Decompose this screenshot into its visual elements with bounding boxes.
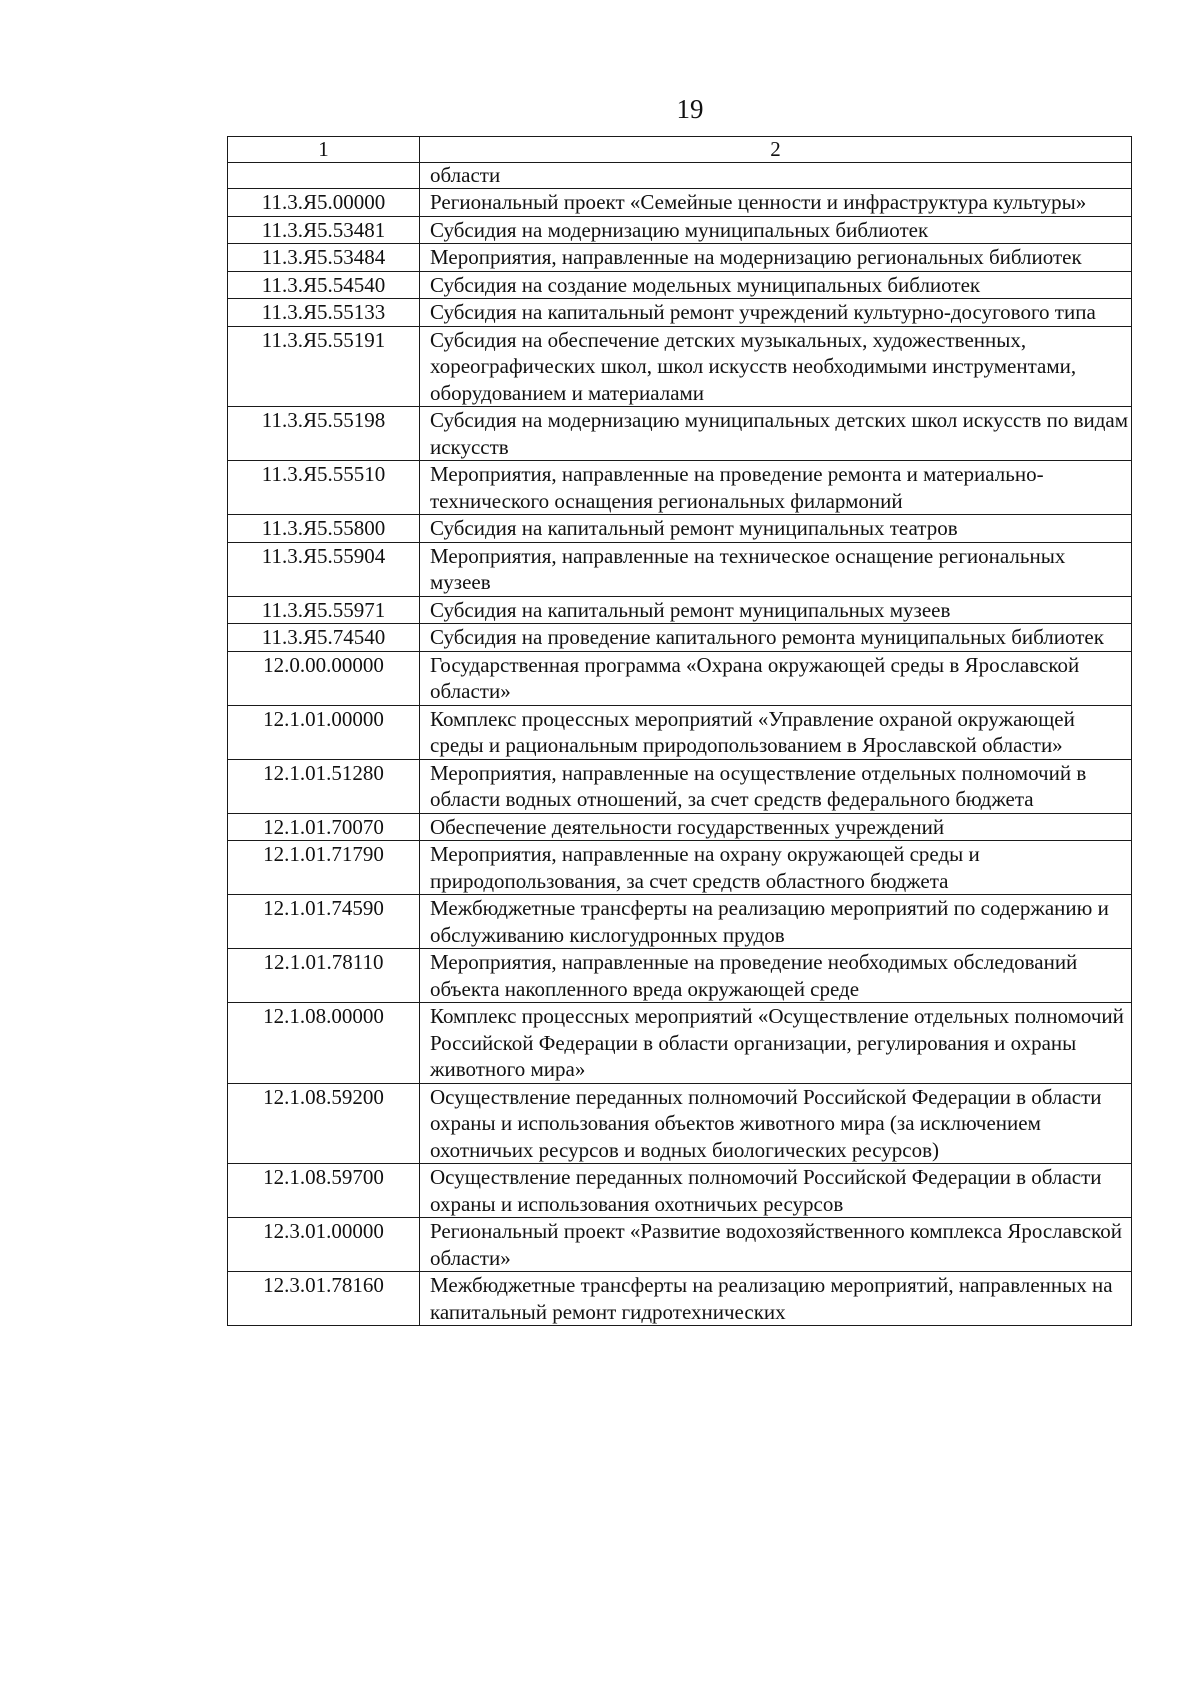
row-description-cell: Комплекс процессных мероприятий «Управление охраной окружающей среды и рациональным природопользованием в Ярославской области» <box>420 705 1132 759</box>
table-row <box>228 515 1132 543</box>
row-code-cell: 11.3.Я5.55800 <box>228 515 420 543</box>
row-code-cell: 11.3.Я5.55510 <box>228 461 420 515</box>
row-code-cell: 12.3.01.78160 <box>228 1272 420 1326</box>
row-description-cell: Субсидия на модернизацию муниципальных детских школ искусств по видам искусств <box>420 407 1132 461</box>
table-row <box>228 895 1132 949</box>
row-code-cell: 11.3.Я5.00000 <box>228 189 420 217</box>
row-code-cell: 12.1.01.00000 <box>228 705 420 759</box>
table-row <box>228 407 1132 461</box>
row-code-cell: 11.3.Я5.54540 <box>228 271 420 299</box>
row-description-cell: Осуществление переданных полномочий Российской Федерации в области охраны и использования охотничьих ресурсов <box>420 1164 1132 1218</box>
table-row <box>228 1164 1132 1218</box>
table-row <box>228 271 1132 299</box>
row-description-cell: Субсидия на капитальный ремонт учреждений культурно-досугового типа <box>420 299 1132 327</box>
budget-classification-table <box>227 136 1132 1326</box>
table-row <box>228 189 1132 217</box>
table-row <box>228 841 1132 895</box>
page-number: 19 <box>676 94 704 124</box>
row-code-cell: 12.1.01.74590 <box>228 895 420 949</box>
row-code-cell: 12.1.01.51280 <box>228 759 420 813</box>
row-code-cell: 11.3.Я5.53484 <box>228 244 420 272</box>
row-code-cell: 11.3.Я5.55904 <box>228 542 420 596</box>
row-code-cell: 12.1.08.59700 <box>228 1164 420 1218</box>
row-code-cell: 12.1.01.70070 <box>228 813 420 841</box>
table-row <box>228 624 1132 652</box>
column-header-1: 1 <box>228 137 420 163</box>
row-code-cell: 12.0.00.00000 <box>228 651 420 705</box>
row-description-cell: Субсидия на капитальный ремонт муниципальных театров <box>420 515 1132 543</box>
table-row <box>228 759 1132 813</box>
table-row <box>228 1272 1132 1326</box>
row-description-cell: Межбюджетные трансферты на реализацию мероприятий по содержанию и обслуживанию кислогудронных прудов <box>420 895 1132 949</box>
table-row <box>228 813 1132 841</box>
row-description-cell: Региональный проект «Развитие водохозяйственного комплекса Ярославской области» <box>420 1218 1132 1272</box>
row-code-cell: 11.3.Я5.74540 <box>228 624 420 652</box>
table-header-row <box>228 137 1132 163</box>
row-code-cell: 12.1.01.71790 <box>228 841 420 895</box>
table-row <box>228 244 1132 272</box>
row-code-cell: 11.3.Я5.55198 <box>228 407 420 461</box>
column-header-2: 2 <box>420 137 1132 163</box>
table-body <box>228 163 1132 1326</box>
row-description-cell: Государственная программа «Охрана окружающей среды в Ярославской области» <box>420 651 1132 705</box>
table-row <box>228 542 1132 596</box>
row-code-cell: 12.3.01.00000 <box>228 1218 420 1272</box>
row-description-cell: Мероприятия, направленные на проведение ремонта и материально-технического оснащения региональных филармоний <box>420 461 1132 515</box>
row-code-cell: 11.3.Я5.55191 <box>228 326 420 407</box>
row-code-cell: 12.1.08.00000 <box>228 1003 420 1084</box>
table-row <box>228 326 1132 407</box>
row-description-cell: Субсидия на обеспечение детских музыкальных, художественных, хореографических школ, школ искусств необходимыми инструментами, оборудованием и материалами <box>420 326 1132 407</box>
table-row <box>228 949 1132 1003</box>
table-row <box>228 461 1132 515</box>
row-description-cell: Обеспечение деятельности государственных учреждений <box>420 813 1132 841</box>
row-description-cell: Мероприятия, направленные на модернизацию региональных библиотек <box>420 244 1132 272</box>
row-description-cell: Субсидия на капитальный ремонт муниципальных музеев <box>420 596 1132 624</box>
row-code-cell: 11.3.Я5.55133 <box>228 299 420 327</box>
continuation-row <box>228 163 1132 189</box>
row-code-cell: 12.1.08.59200 <box>228 1083 420 1164</box>
row-description-cell: Субсидия на проведение капитального ремонта муниципальных библиотек <box>420 624 1132 652</box>
row-description-cell: Межбюджетные трансферты на реализацию мероприятий, направленных на капитальный ремонт гидротехнических <box>420 1272 1132 1326</box>
row-description-cell: Мероприятия, направленные на техническое оснащение региональных музеев <box>420 542 1132 596</box>
table-row <box>228 651 1132 705</box>
row-code-cell: 11.3.Я5.55971 <box>228 596 420 624</box>
table-row <box>228 1003 1132 1084</box>
table-row <box>228 1218 1132 1272</box>
continuation-code-cell <box>228 163 420 189</box>
row-description-cell: Осуществление переданных полномочий Российской Федерации в области охраны и использования объектов животного мира (за исключением охотничьих ресурсов и водных биологических ресурсов) <box>420 1083 1132 1164</box>
row-description-cell: Региональный проект «Семейные ценности и инфраструктура культуры» <box>420 189 1132 217</box>
table-row <box>228 705 1132 759</box>
row-description-cell: Мероприятия, направленные на охрану окружающей среды и природопользования, за счет средств областного бюджета <box>420 841 1132 895</box>
row-description-cell: Субсидия на модернизацию муниципальных библиотек <box>420 216 1132 244</box>
row-description-cell: Комплекс процессных мероприятий «Осуществление отдельных полномочий Российской Федерации в области организации, регулирования и охраны животного мира» <box>420 1003 1132 1084</box>
table-row <box>228 596 1132 624</box>
table-row <box>228 299 1132 327</box>
continuation-text-cell: области <box>420 163 1132 189</box>
row-description-cell: Субсидия на создание модельных муниципальных библиотек <box>420 271 1132 299</box>
row-description-cell: Мероприятия, направленные на проведение необходимых обследований объекта накопленного вреда окружающей среде <box>420 949 1132 1003</box>
row-code-cell: 12.1.01.78110 <box>228 949 420 1003</box>
table-row <box>228 216 1132 244</box>
table-row <box>228 1083 1132 1164</box>
row-description-cell: Мероприятия, направленные на осуществление отдельных полномочий в области водных отношений, за счет средств федерального бюджета <box>420 759 1132 813</box>
row-code-cell: 11.3.Я5.53481 <box>228 216 420 244</box>
